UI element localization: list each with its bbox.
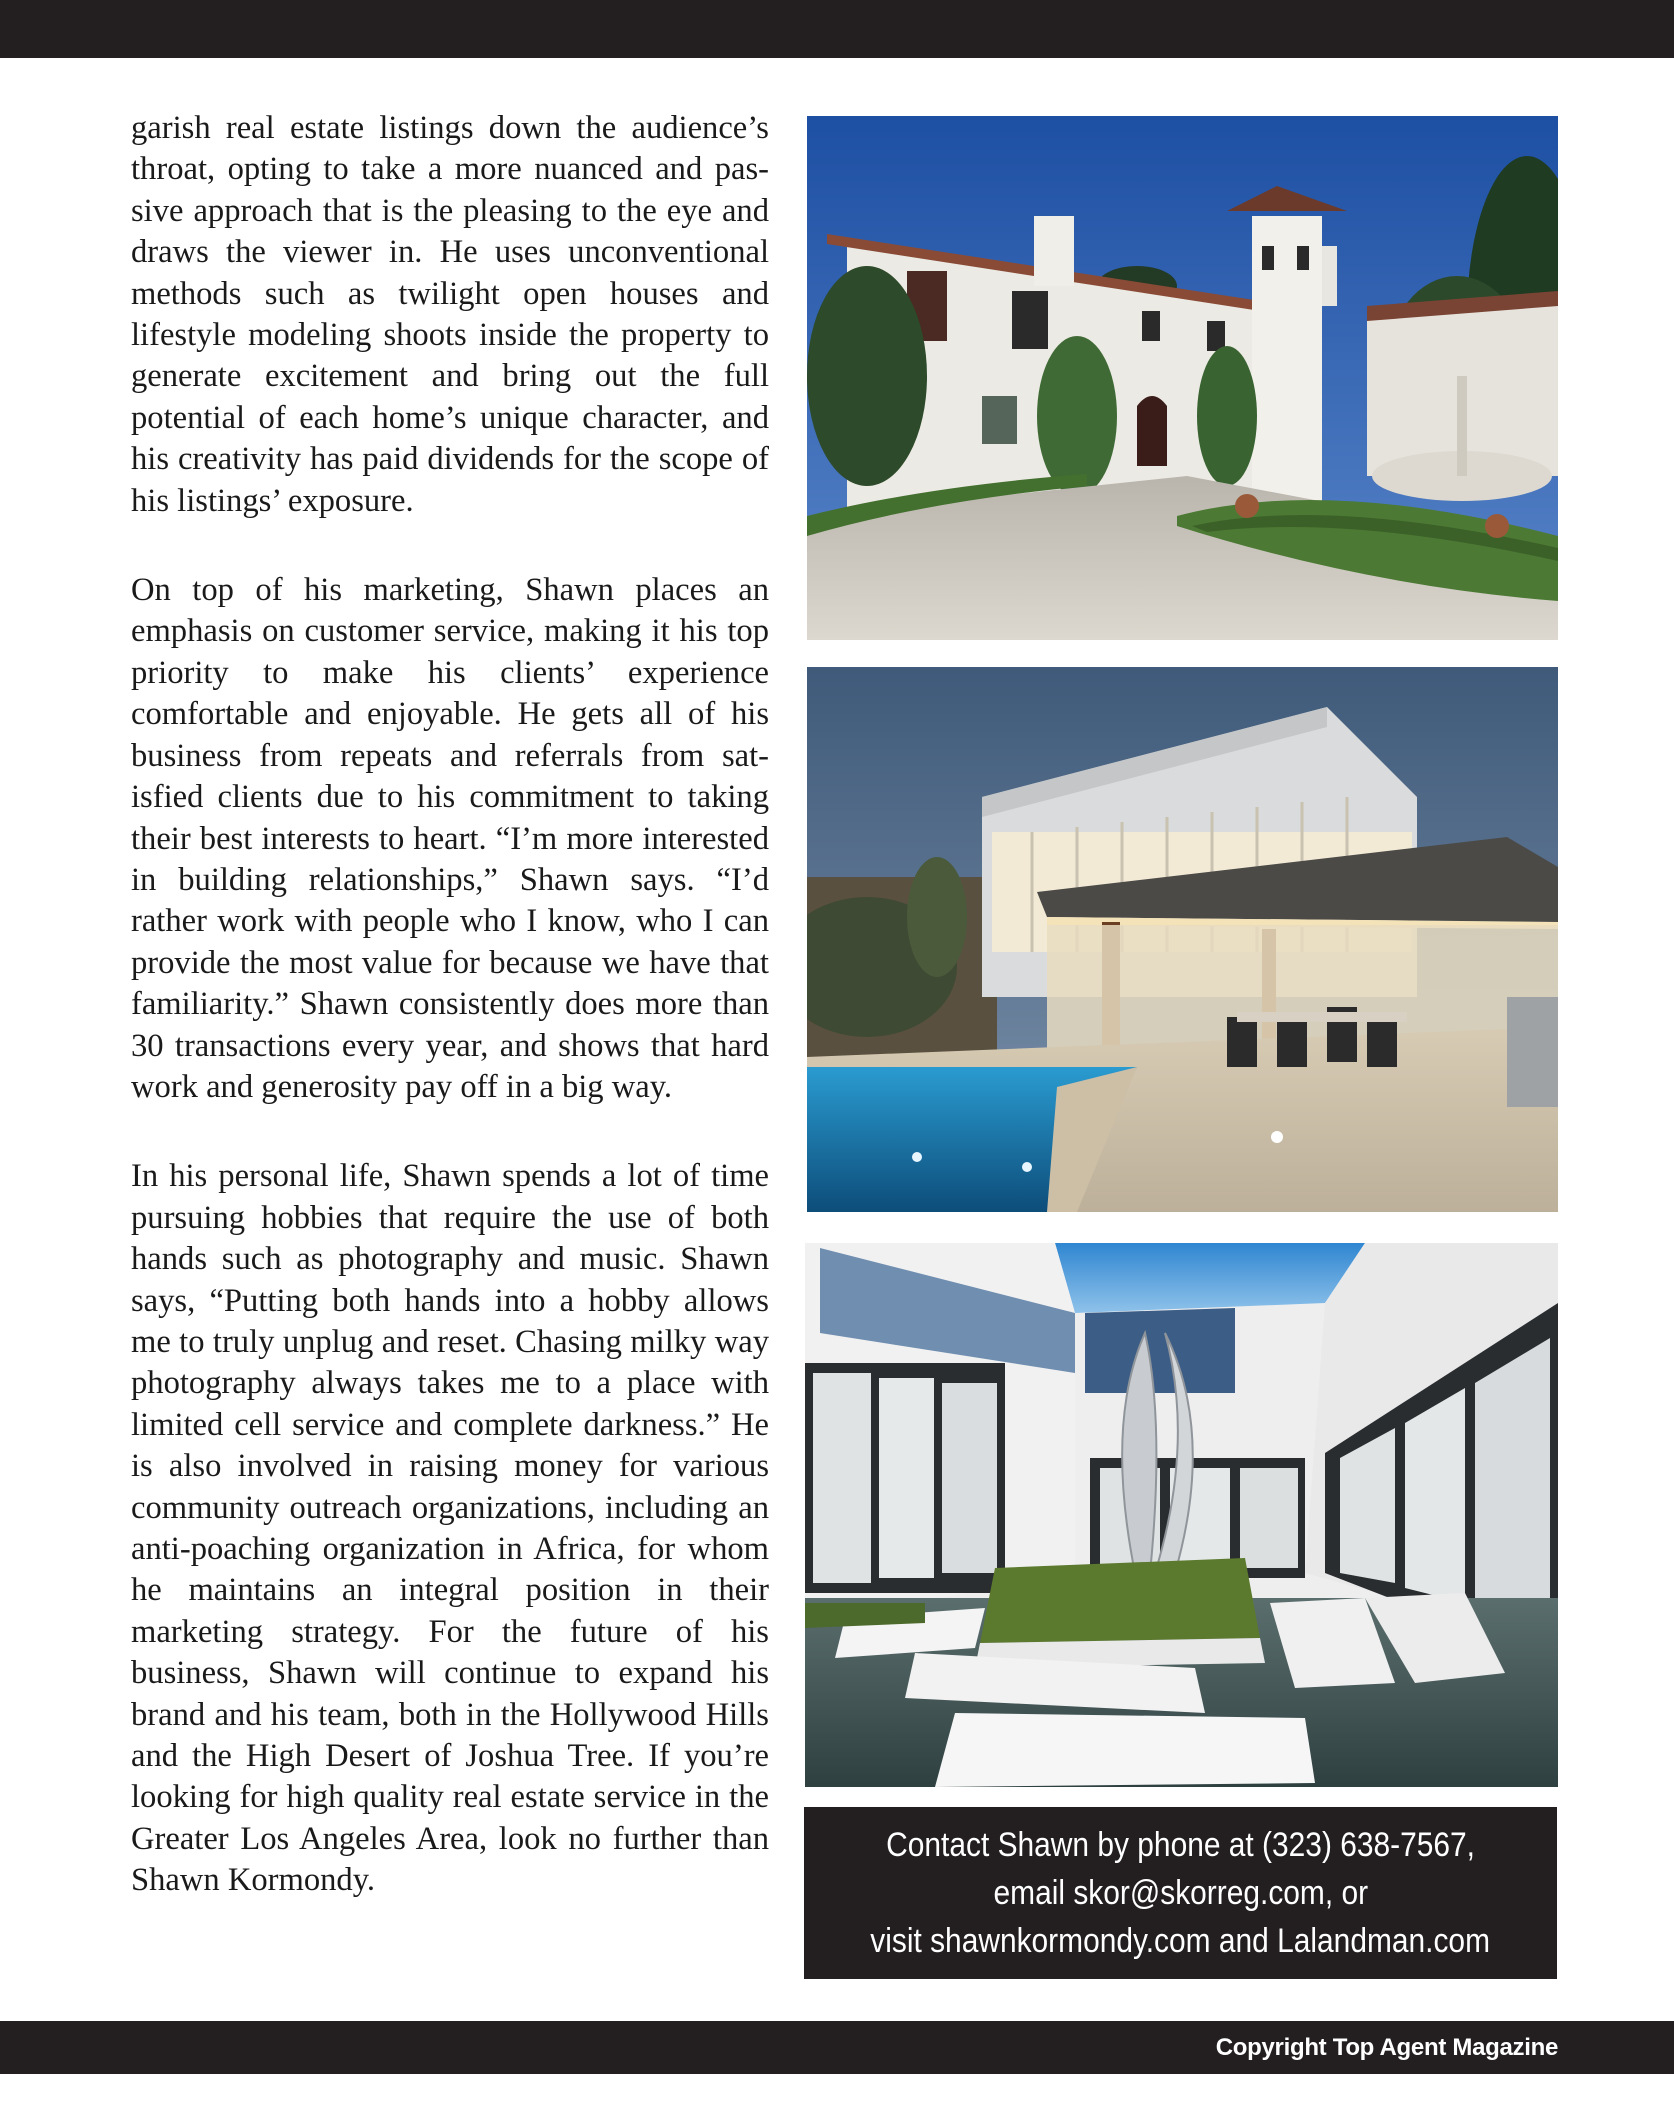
top-bar <box>0 0 1674 58</box>
article-paragraph-1: garish real estate listings down the audience’s throat, opting to take a more nuanced and passive approach that is the pleasing to the eye and draws the viewer in. He uses unconventional methods such as twilight open houses and lifestyle modeling shoots inside the property to generate excitement and bring out the full potential of each home’s unique character, and his creativity has paid dividends for the scope of his listings’ exposure. <box>131 110 769 519</box>
contact-box <box>804 1807 1557 1979</box>
contact-phone-line: Contact Shawn by phone at (323) 638-7567, <box>886 1826 1475 1864</box>
photo-courtyard-sculpture <box>805 1243 1558 1787</box>
article-paragraph-2: On top of his marketing, Shawn places an emphasis on customer service, making it his top priority to make his clients’ experience comfortable and enjoyable. He gets all of his business from repeats and referrals from satisfied clients due to his commitment to taking their best interests to heart. “I’m more interested in building relationships,” Shawn says. “I’d rather work with people who I know, who I can provide the most value for because we have that familiarity.” Shawn consistently does more than 30 transactions every year, and shows that hard work and generosity pay off in a big way. <box>131 572 769 1105</box>
copyright-text: Copyright Top Agent Magazine <box>1215 2034 1558 2061</box>
article-paragraph-3: In his personal life, Shawn spends a lot of time pursuing hobbies that require the use of both hands such as photography and music. Shawn says, “Putting both hands into a hobby allows me to truly unplug and reset. Chasing milky way photography always takes me to a place with limited cell service and complete darkness.” He is also involved in raising money for various community outreach organizations, including an anti-poaching organization in Africa, for whom he maintains an integral position in their marketing strategy. For the future of his business, Shawn will continue to expand his brand and his team, both in the Hollywood Hills and the High Desert of Joshua Tree. If you’re looking for high quality real estate service in the Greater Los Angeles Area, look no further than Shawn Kormondy. <box>131 1158 769 1899</box>
article-body <box>131 108 769 1950</box>
photo-modern-pool-house <box>807 667 1558 1212</box>
contact-email-line: email skor@skorreg.com, or <box>993 1874 1368 1912</box>
footer-bar <box>0 2021 1674 2074</box>
contact-website-line: visit shawnkormondy.com and Lalandman.com <box>870 1922 1491 1960</box>
photo-spanish-villa <box>807 116 1558 640</box>
